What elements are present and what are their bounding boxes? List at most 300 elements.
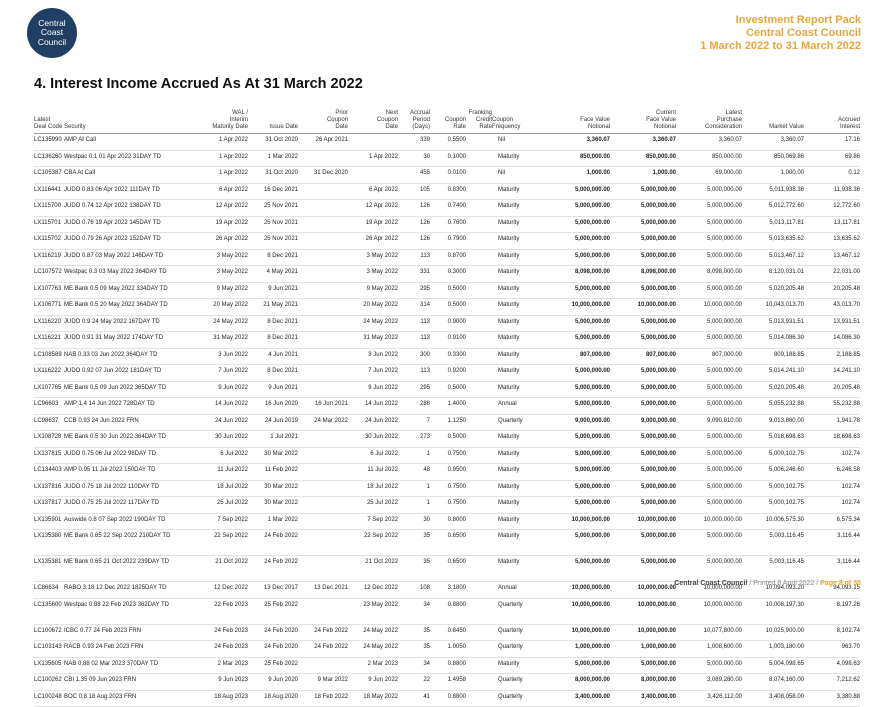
col-header-line: Latest (725, 110, 742, 116)
cell-coupon-frequency: Maturity (492, 464, 544, 481)
cell-coupon-frequency: Maturity (492, 299, 544, 316)
cell-franking-rate (466, 530, 492, 556)
cell-prior-coupon-date (298, 150, 348, 167)
cell-maturity-date: 20 May 2022 (198, 299, 248, 316)
cell-accrued-interest: 22,031.00 (804, 266, 860, 283)
cell-prior-coupon-date (298, 447, 348, 464)
cell-coupon-frequency: Maturity (492, 249, 544, 266)
page-footer (674, 580, 861, 587)
cell-current-face-value: 850,000.00 (610, 150, 676, 167)
cell-purchase-consideration: 10,000,000.00 (676, 598, 742, 624)
cell-coupon-rate: 0.5000 (430, 431, 466, 448)
cell-accrued-interest: 0.12 (804, 167, 860, 184)
cell-face-value: 5,000,000.00 (544, 480, 610, 497)
cell-deal-code: LX108728 (34, 431, 64, 448)
footer-page-number: Page 8 of 30 (820, 580, 861, 587)
cell-face-value: 8,098,000.00 (544, 266, 610, 283)
cell-maturity-date: 30 Jun 2022 (198, 431, 248, 448)
col-header-issue-date (248, 110, 298, 134)
cell-maturity-date: 3 May 2022 (198, 266, 248, 283)
cell-franking-rate (466, 249, 492, 266)
cell-purchase-consideration: 5,000,000.00 (676, 216, 742, 233)
cell-purchase-consideration: 9,090,810.00 (676, 414, 742, 431)
cell-accrual-days: 35 (398, 556, 430, 582)
cell-security: ME Bank 0.5 09 Jun 2022 365DAY TD (64, 381, 198, 398)
cell-accrual-days: 126 (398, 200, 430, 217)
cell-purchase-consideration: 5,000,000.00 (676, 464, 742, 481)
col-header-line: Purchase (716, 116, 742, 123)
cell-accrual-days: 288 (398, 398, 430, 415)
cell-face-value: 5,000,000.00 (544, 249, 610, 266)
cell-maturity-date: 6 Jul 2022 (198, 447, 248, 464)
cell-current-face-value: 10,000,000.00 (610, 598, 676, 624)
cell-issue-date: 11 Feb 2022 (248, 464, 298, 481)
cell-face-value: 5,000,000.00 (544, 332, 610, 349)
cell-coupon-frequency: Maturity (492, 530, 544, 556)
cell-coupon-frequency: Maturity (492, 216, 544, 233)
cell-franking-rate (466, 556, 492, 582)
cell-face-value: 10,000,000.00 (544, 582, 610, 599)
col-header-accrual-days (398, 110, 430, 134)
col-header-line: Date (385, 123, 398, 130)
cell-issue-date: 30 Mar 2022 (248, 480, 298, 497)
cell-deal-code: LC105387 (34, 167, 64, 184)
cell-coupon-frequency: Quarterly (492, 641, 544, 658)
cell-coupon-frequency: Nil (492, 167, 544, 184)
cell-coupon-rate: 0.7500 (430, 497, 466, 514)
cell-deal-code: LC100672 (34, 624, 64, 641)
cell-purchase-consideration: 5,000,000.00 (676, 431, 742, 448)
cell-prior-coupon-date (298, 249, 348, 266)
cell-coupon-frequency: Maturity (492, 266, 544, 283)
cell-accrual-days: 126 (398, 233, 430, 250)
logo-line-3: Council (37, 36, 67, 47)
table-row (34, 134, 860, 151)
cell-market-value: 5,018,698.63 (742, 431, 804, 448)
cell-accrued-interest: 13,931.51 (804, 315, 860, 332)
cell-coupon-frequency: Maturity (492, 497, 544, 514)
cell-maturity-date: 1 Apr 2022 (198, 167, 248, 184)
cell-accrued-interest: 20,205.48 (804, 282, 860, 299)
cell-deal-code: LX116220 (34, 315, 64, 332)
cell-purchase-consideration: 5,000,000.00 (676, 556, 742, 582)
cell-maturity-date: 14 Jun 2022 (198, 398, 248, 415)
table-row (34, 381, 860, 398)
col-header-line: Frequency (492, 123, 521, 130)
cell-issue-date: 1 Mar 2022 (248, 513, 298, 530)
cell-security: AMP At Call (64, 134, 198, 151)
cell-next-coupon-date (348, 167, 398, 184)
cell-maturity-date: 24 Feb 2023 (198, 624, 248, 641)
cell-current-face-value: 3,360.07 (610, 134, 676, 151)
cell-franking-rate (466, 431, 492, 448)
cell-coupon-frequency: Quarterly (492, 624, 544, 641)
cell-coupon-rate: 0.7500 (430, 480, 466, 497)
cell-accrual-days: 35 (398, 530, 430, 556)
cell-current-face-value: 5,000,000.00 (610, 480, 676, 497)
col-header-line: Interim (229, 116, 248, 123)
cell-face-value: 5,000,000.00 (544, 464, 610, 481)
cell-security: JUDO 0.74 12 Apr 2022 138DAY TD (64, 200, 198, 217)
cell-deal-code: LC135600 (34, 598, 64, 624)
cell-issue-date: 31 Oct 2020 (248, 167, 298, 184)
cell-face-value: 850,000.00 (544, 150, 610, 167)
cell-security: NAB 0.88 02 Mar 2023 370DAY TD (64, 657, 198, 674)
cell-security: Auswide 0.8 07 Sep 2022 190DAY TD (64, 513, 198, 530)
cell-issue-date: 4 May 2021 (248, 266, 298, 283)
cell-prior-coupon-date: 18 Feb 2022 (298, 690, 348, 707)
cell-accrual-days: 113 (398, 315, 430, 332)
cell-face-value: 5,000,000.00 (544, 315, 610, 332)
cell-accrued-interest: 12,772.60 (804, 200, 860, 217)
col-header-line: Rate (453, 123, 466, 130)
cell-deal-code: LC135990 (34, 134, 64, 151)
cell-maturity-date: 21 Oct 2022 (198, 556, 248, 582)
col-header-purchase-consideration (676, 110, 742, 134)
cell-deal-code: LX115702 (34, 233, 64, 250)
cell-face-value: 5,000,000.00 (544, 381, 610, 398)
cell-coupon-frequency: Annual (492, 398, 544, 415)
cell-accrued-interest: 3,380.88 (804, 690, 860, 707)
cell-next-coupon-date: 26 Apr 2022 (348, 233, 398, 250)
table-row (34, 598, 860, 624)
cell-accrued-interest: 4,098.63 (804, 657, 860, 674)
table-row (34, 200, 860, 217)
col-header-line: Prior (335, 110, 348, 116)
col-header-line: Issue Date (269, 123, 298, 130)
cell-maturity-date: 19 Apr 2022 (198, 216, 248, 233)
cell-accrued-interest: 8,197.26 (804, 598, 860, 624)
cell-accrued-interest: 14,086.30 (804, 332, 860, 349)
cell-deal-code: LC108589 (34, 348, 64, 365)
cell-coupon-rate: 0.8300 (430, 183, 466, 200)
cell-deal-code: LX116219 (34, 249, 64, 266)
cell-face-value: 1,000.00 (544, 167, 610, 184)
cell-prior-coupon-date (298, 657, 348, 674)
cell-issue-date: 8 Dec 2021 (248, 332, 298, 349)
cell-issue-date: 1 Jul 2021 (248, 431, 298, 448)
cell-current-face-value: 5,000,000.00 (610, 183, 676, 200)
cell-issue-date: 25 Nov 2021 (248, 216, 298, 233)
cell-next-coupon-date: 18 Jul 2022 (348, 480, 398, 497)
cell-accrued-interest: 3,116.44 (804, 556, 860, 582)
cell-current-face-value: 5,000,000.00 (610, 233, 676, 250)
cell-market-value: 5,004,098.65 (742, 657, 804, 674)
cell-next-coupon-date: 25 Jul 2022 (348, 497, 398, 514)
cell-coupon-frequency: Maturity (492, 183, 544, 200)
cell-coupon-frequency: Maturity (492, 150, 544, 167)
cell-current-face-value: 8,098,000.00 (610, 266, 676, 283)
cell-accrual-days: 41 (398, 690, 430, 707)
cell-market-value: 5,013,117.81 (742, 216, 804, 233)
cell-market-value: 1,003,180.00 (742, 641, 804, 658)
cell-accrual-days: 34 (398, 657, 430, 674)
cell-coupon-rate: 0.0100 (430, 167, 466, 184)
cell-maturity-date: 3 May 2022 (198, 249, 248, 266)
col-header-line: Notional (587, 123, 610, 130)
cell-market-value: 3,360.07 (742, 134, 804, 151)
cell-prior-coupon-date (298, 513, 348, 530)
cell-market-value: 8,120,031.01 (742, 266, 804, 283)
cell-security: Westpac 0.88 22 Feb 2023 362DAY TD (64, 598, 198, 624)
cell-face-value: 8,000,000.00 (544, 674, 610, 691)
table-row (34, 183, 860, 200)
cell-prior-coupon-date: 31 Dec 2020 (298, 167, 348, 184)
cell-security: JUDO 0.75 06 Jul 2022 98DAY TD (64, 447, 198, 464)
cell-security: CBA At Call (64, 167, 198, 184)
cell-accrual-days: 113 (398, 249, 430, 266)
cell-accrual-days: 339 (398, 134, 430, 151)
logo-line-2: Coast (40, 27, 64, 38)
cell-next-coupon-date: 24 Jun 2022 (348, 414, 398, 431)
cell-purchase-consideration: 5,000,000.00 (676, 365, 742, 382)
report-header (700, 14, 861, 53)
cell-maturity-date: 2 Mar 2023 (198, 657, 248, 674)
cell-franking-rate (466, 332, 492, 349)
cell-purchase-consideration: 5,000,000.00 (676, 282, 742, 299)
cell-deal-code: LC86634 (34, 582, 64, 599)
cell-accrued-interest: 11,938.36 (804, 183, 860, 200)
cell-coupon-frequency: Annual (492, 582, 544, 599)
cell-market-value: 850,069.86 (742, 150, 804, 167)
cell-franking-rate (466, 657, 492, 674)
table-row (34, 464, 860, 481)
cell-coupon-rate: 0.9200 (430, 365, 466, 382)
cell-accrual-days: 314 (398, 299, 430, 316)
cell-deal-code: LX135901 (34, 513, 64, 530)
cell-prior-coupon-date: 24 Feb 2022 (298, 624, 348, 641)
cell-franking-rate (466, 381, 492, 398)
cell-issue-date: 31 Oct 2020 (248, 134, 298, 151)
cell-coupon-rate: 0.8800 (430, 657, 466, 674)
cell-market-value: 5,013,931.51 (742, 315, 804, 332)
table-row (34, 315, 860, 332)
cell-face-value: 5,000,000.00 (544, 657, 610, 674)
cell-issue-date: 25 Nov 2021 (248, 233, 298, 250)
cell-accrual-days: 108 (398, 582, 430, 599)
cell-security: JUDO 0.76 19 Apr 2022 145DAY TD (64, 216, 198, 233)
cell-coupon-frequency: Maturity (492, 233, 544, 250)
cell-market-value: 5,000,102.75 (742, 480, 804, 497)
cell-next-coupon-date: 9 Jun 2022 (348, 674, 398, 691)
cell-deal-code: LC100248 (34, 690, 64, 707)
cell-next-coupon-date: 24 May 2022 (348, 641, 398, 658)
cell-prior-coupon-date (298, 332, 348, 349)
table-row (34, 282, 860, 299)
cell-purchase-consideration: 5,000,000.00 (676, 381, 742, 398)
col-header-coupon-frequency (492, 110, 544, 134)
cell-maturity-date: 11 Jul 2022 (198, 464, 248, 481)
cell-next-coupon-date: 21 Oct 2022 (348, 556, 398, 582)
cell-purchase-consideration: 850,000.00 (676, 150, 742, 167)
cell-maturity-date: 6 Apr 2022 (198, 183, 248, 200)
col-header-face-value (544, 110, 610, 134)
cell-franking-rate (466, 398, 492, 415)
cell-purchase-consideration: 8,098,000.00 (676, 266, 742, 283)
col-header-current-face-value (610, 110, 676, 134)
cell-face-value: 9,000,000.00 (544, 414, 610, 431)
cell-next-coupon-date: 12 Dec 2022 (348, 582, 398, 599)
cell-coupon-rate: 0.5500 (430, 134, 466, 151)
col-header-line: WAL / (232, 110, 248, 116)
cell-accrued-interest: 963.70 (804, 641, 860, 658)
cell-current-face-value: 1,000,000.00 (610, 641, 676, 658)
cell-prior-coupon-date: 24 Mar 2022 (298, 414, 348, 431)
cell-accrued-interest: 1,941.78 (804, 414, 860, 431)
cell-market-value: 9,013,860.00 (742, 414, 804, 431)
cell-market-value: 5,014,241.10 (742, 365, 804, 382)
cell-issue-date: 25 Nov 2021 (248, 200, 298, 217)
cell-purchase-consideration: 10,000,000.00 (676, 299, 742, 316)
cell-issue-date: 16 Jun 2020 (248, 398, 298, 415)
cell-security: NAB 0.33 03 Jun 2022 364DAY TD (64, 348, 198, 365)
cell-face-value: 1,000,000.00 (544, 641, 610, 658)
cell-maturity-date: 3 Jun 2022 (198, 348, 248, 365)
cell-next-coupon-date: 20 May 2022 (348, 299, 398, 316)
col-header-line: Latest (34, 116, 51, 123)
cell-coupon-rate: 0.7500 (430, 447, 466, 464)
cell-purchase-consideration: 5,000,000.00 (676, 200, 742, 217)
cell-coupon-rate: 0.6500 (430, 556, 466, 582)
cell-accrued-interest: 3,116.44 (804, 530, 860, 556)
table-row (34, 513, 860, 530)
cell-maturity-date: 9 May 2022 (198, 282, 248, 299)
cell-accrued-interest: 18,698.63 (804, 431, 860, 448)
cell-current-face-value: 5,000,000.00 (610, 447, 676, 464)
cell-maturity-date: 1 Apr 2022 (198, 134, 248, 151)
cell-security: JUDO 0.92 07 Jun 2022 181DAY TD (64, 365, 198, 382)
cell-accrued-interest: 102.74 (804, 497, 860, 514)
cell-accrued-interest: 6,246.58 (804, 464, 860, 481)
cell-maturity-date: 26 Apr 2022 (198, 233, 248, 250)
cell-security: JUDO 0.83 06 Apr 2022 111DAY TD (64, 183, 198, 200)
cell-security: ME Bank 0.65 21 Oct 2022 239DAY TD (64, 556, 198, 582)
footer-printed: / Printed 8 April 2022 / (747, 580, 821, 587)
cell-security: ME Bank 0.65 22 Sep 2022 210DAY TD (64, 530, 198, 556)
cell-maturity-date: 18 Aug 2023 (198, 690, 248, 707)
cell-next-coupon-date: 9 May 2022 (348, 282, 398, 299)
col-header-accrued-interest (804, 110, 860, 134)
cell-coupon-frequency: Maturity (492, 365, 544, 382)
cell-accrual-days: 30 (398, 513, 430, 530)
cell-current-face-value: 5,000,000.00 (610, 398, 676, 415)
col-header-line: Accrual (409, 110, 430, 116)
cell-coupon-rate: 0.8700 (430, 249, 466, 266)
cell-current-face-value: 3,400,000.00 (610, 690, 676, 707)
cell-next-coupon-date: 24 May 2022 (348, 315, 398, 332)
cell-purchase-consideration: 5,000,000.00 (676, 332, 742, 349)
cell-prior-coupon-date (298, 497, 348, 514)
cell-coupon-frequency: Maturity (492, 657, 544, 674)
cell-face-value: 5,000,000.00 (544, 431, 610, 448)
cell-coupon-rate: 3.1800 (430, 582, 466, 599)
cell-next-coupon-date: 23 May 2022 (348, 598, 398, 624)
cell-accrual-days: 34 (398, 598, 430, 624)
cell-issue-date: 9 Jun 2021 (248, 282, 298, 299)
cell-coupon-frequency: Maturity (492, 200, 544, 217)
cell-coupon-rate: 1.1250 (430, 414, 466, 431)
col-header-line: Coupon (326, 116, 348, 123)
cell-accrual-days: 295 (398, 381, 430, 398)
cell-current-face-value: 10,000,000.00 (610, 299, 676, 316)
cell-purchase-consideration: 3,360.07 (676, 134, 742, 151)
cell-franking-rate (466, 690, 492, 707)
cell-deal-code: LX115700 (34, 200, 64, 217)
cell-face-value: 5,000,000.00 (544, 200, 610, 217)
cell-security: JUDO 0.75 25 Jul 2022 117DAY TD (64, 497, 198, 514)
cell-issue-date: 24 Jun 2019 (248, 414, 298, 431)
cell-accrual-days: 126 (398, 216, 430, 233)
table-row (34, 480, 860, 497)
cell-face-value: 807,000.00 (544, 348, 610, 365)
cell-issue-date: 13 Dec 2017 (248, 582, 298, 599)
cell-face-value: 10,000,000.00 (544, 513, 610, 530)
cell-accrued-interest: 94,093.15 (804, 582, 860, 599)
cell-market-value: 5,020,205.48 (742, 282, 804, 299)
cell-face-value: 10,000,000.00 (544, 624, 610, 641)
cell-issue-date: 1 Mar 2022 (248, 150, 298, 167)
cell-coupon-rate: 0.8450 (430, 624, 466, 641)
council-name: Central Coast Council (746, 27, 861, 39)
cell-issue-date: 16 Dec 2021 (248, 183, 298, 200)
cell-next-coupon-date: 6 Jul 2022 (348, 447, 398, 464)
cell-market-value: 5,011,938.36 (742, 183, 804, 200)
cell-current-face-value: 5,000,000.00 (610, 249, 676, 266)
cell-coupon-rate: 0.5000 (430, 299, 466, 316)
cell-coupon-rate: 0.9100 (430, 332, 466, 349)
cell-franking-rate (466, 624, 492, 641)
cell-issue-date: 9 Jun 2020 (248, 674, 298, 691)
cell-purchase-consideration: 3,426,112.00 (676, 690, 742, 707)
cell-issue-date: 8 Dec 2021 (248, 249, 298, 266)
cell-accrued-interest: 17.16 (804, 134, 860, 151)
cell-next-coupon-date: 22 Sep 2022 (348, 530, 398, 556)
cell-coupon-rate: 0.3300 (430, 348, 466, 365)
table-row (34, 398, 860, 415)
cell-face-value: 5,000,000.00 (544, 282, 610, 299)
table-row (34, 641, 860, 658)
col-header-line: Period (412, 116, 430, 123)
table-body (34, 134, 860, 707)
cell-face-value: 3,360.07 (544, 134, 610, 151)
cell-accrued-interest: 43,013.70 (804, 299, 860, 316)
cell-purchase-consideration: 5,000,000.00 (676, 530, 742, 556)
cell-purchase-consideration: 5,000,000.00 (676, 233, 742, 250)
cell-accrual-days: 35 (398, 624, 430, 641)
cell-coupon-frequency: Nil (492, 134, 544, 151)
table-row (34, 167, 860, 184)
cell-franking-rate (466, 497, 492, 514)
cell-market-value: 5,000,102.75 (742, 447, 804, 464)
cell-security: ME Bank 0.5 20 May 2022 364DAY TD (64, 299, 198, 316)
cell-face-value: 3,400,000.00 (544, 690, 610, 707)
cell-coupon-rate: 1.4000 (430, 398, 466, 415)
cell-deal-code: LX107763 (34, 282, 64, 299)
cell-prior-coupon-date (298, 282, 348, 299)
cell-prior-coupon-date (298, 556, 348, 582)
cell-franking-rate (466, 233, 492, 250)
cell-coupon-rate: 1.0050 (430, 641, 466, 658)
cell-maturity-date: 12 Dec 2022 (198, 582, 248, 599)
cell-prior-coupon-date (298, 381, 348, 398)
cell-purchase-consideration: 5,000,000.00 (676, 497, 742, 514)
cell-market-value: 10,025,900.00 (742, 624, 804, 641)
cell-accrual-days: 113 (398, 332, 430, 349)
cell-franking-rate (466, 150, 492, 167)
cell-coupon-frequency: Maturity (492, 513, 544, 530)
cell-face-value: 5,000,000.00 (544, 447, 610, 464)
cell-next-coupon-date: 7 Jun 2022 (348, 365, 398, 382)
